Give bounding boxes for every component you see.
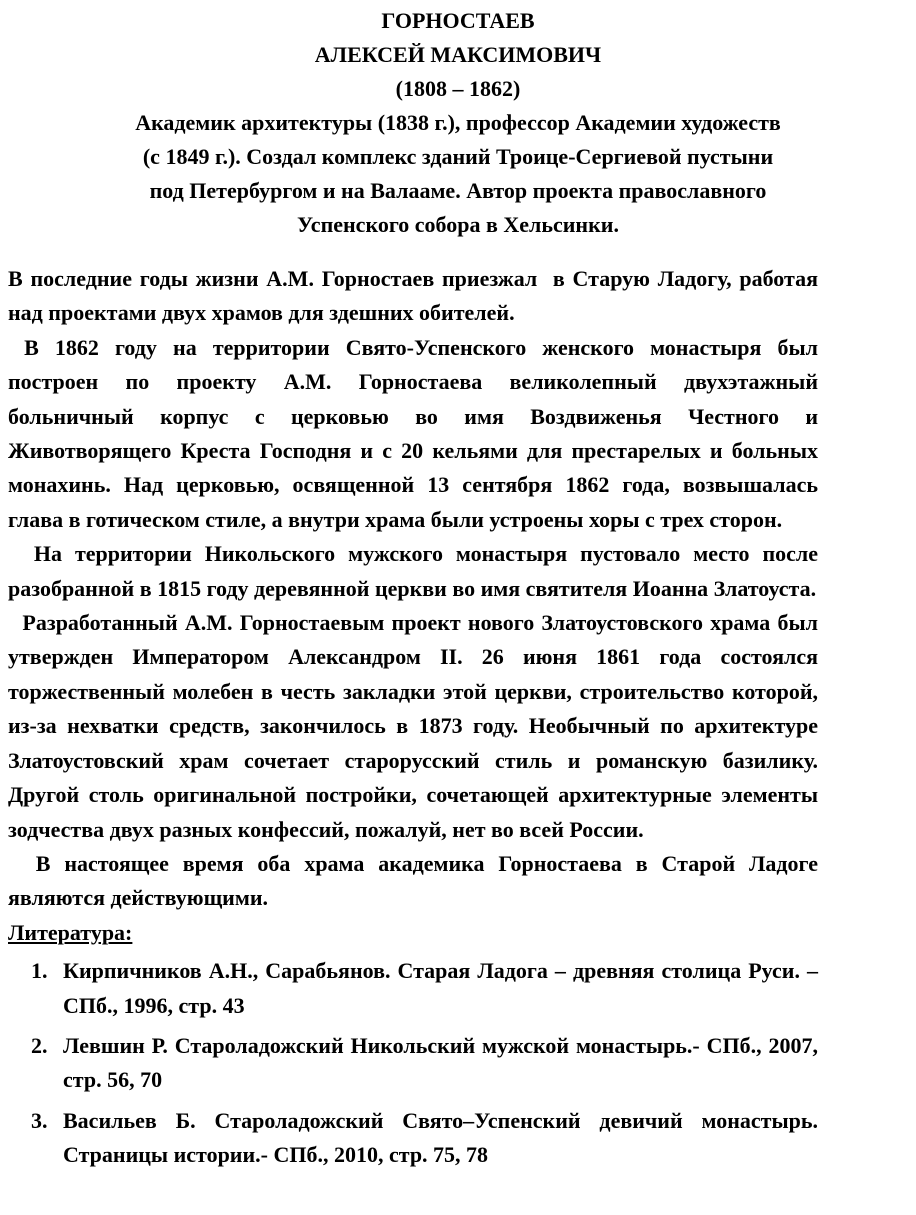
- list-item-number: 3.: [31, 1107, 48, 1133]
- article-body: [8, 262, 829, 1179]
- paragraph: В 1862 году на территории Свято-Успенского женского монастыря был построен по проекту А.М. Горностаева великолепный двухэтажный больничный корпус с церковью во имя Воздвиженья Честного и Животворящего Креста Господня и с 20 кельями для престарелых и больных монахинь. Над церковью, освященной 13 сентября 1862 года, возвышалась глава в готическом стиле, а внутри храма были устроены хоры с трех сторон.: [8, 334, 824, 532]
- paragraph: Разработанный А.М. Горностаевым проект нового Златоустовского храма был утвержден Императором Александром II. 26 июня 1861 года состоялся торжественный молебен в честь закладки этой церкви, строительство которой, из-за нехватки средств, закончилось в 1873 году. Необычный по архитектуре Златоустовский храм сочетает старорусский стиль и романскую базилику. Другой столь оригинальной постройки, сочетающей архитектурные элементы зодчества двух разных конфессий, пожалуй, нет во всей России.: [8, 610, 829, 842]
- heading-surname: ГОРНОСТАЕВ: [381, 8, 535, 33]
- biography-summary: Академик архитектуры (1838 г.), профессор Академии художеств (с 1849 г.). Создал комплекс зданий Троице-Сергиевой пустыни под Петербургом и на Валааме. Автор проекта православного Успенского собора в Хельсинки.: [135, 110, 781, 237]
- list-item-number: 1.: [31, 958, 48, 984]
- paragraph: В последние годы жизни А.М. Горностаев приезжал в Старую Ладогу, работая над проектами двух храмов для здешних обителей.: [8, 266, 824, 326]
- paragraph: На территории Никольского мужского монастыря пустовало место после разобранной в 1815 году деревянной церкви во имя святителя Иоанна Златоуста.: [8, 541, 824, 601]
- list-item-text: Кирпичников А.Н., Сарабьянов. Старая Ладога – древняя столица Руси. – СПб., 1996, стр. 43: [63, 958, 818, 1018]
- literature-list: [8, 954, 818, 1172]
- paragraph: В настоящее время оба храма академика Горностаева в Старой Ладоге являются действующими.: [8, 850, 824, 911]
- heading-full-name: АЛЕКСЕЙ МАКСИМОВИЧ: [314, 42, 602, 67]
- list-item-number: 2.: [31, 1032, 48, 1058]
- heading-years: (1808 – 1862): [395, 76, 521, 101]
- list-item-text: Васильев Б. Староладожский Свято–Успенский девичий монастырь. Страницы истории.- СПб., 2010, стр. 75, 78: [63, 1107, 818, 1168]
- list-item: [31, 954, 818, 1023]
- list-item: [31, 1029, 818, 1098]
- list-item: [31, 1104, 818, 1173]
- literature-title: Литература:: [8, 919, 133, 945]
- list-item-text: Левшин Р. Староладожский Никольский мужской монастырь.- СПб., 2007, стр. 56, 70: [63, 1032, 818, 1093]
